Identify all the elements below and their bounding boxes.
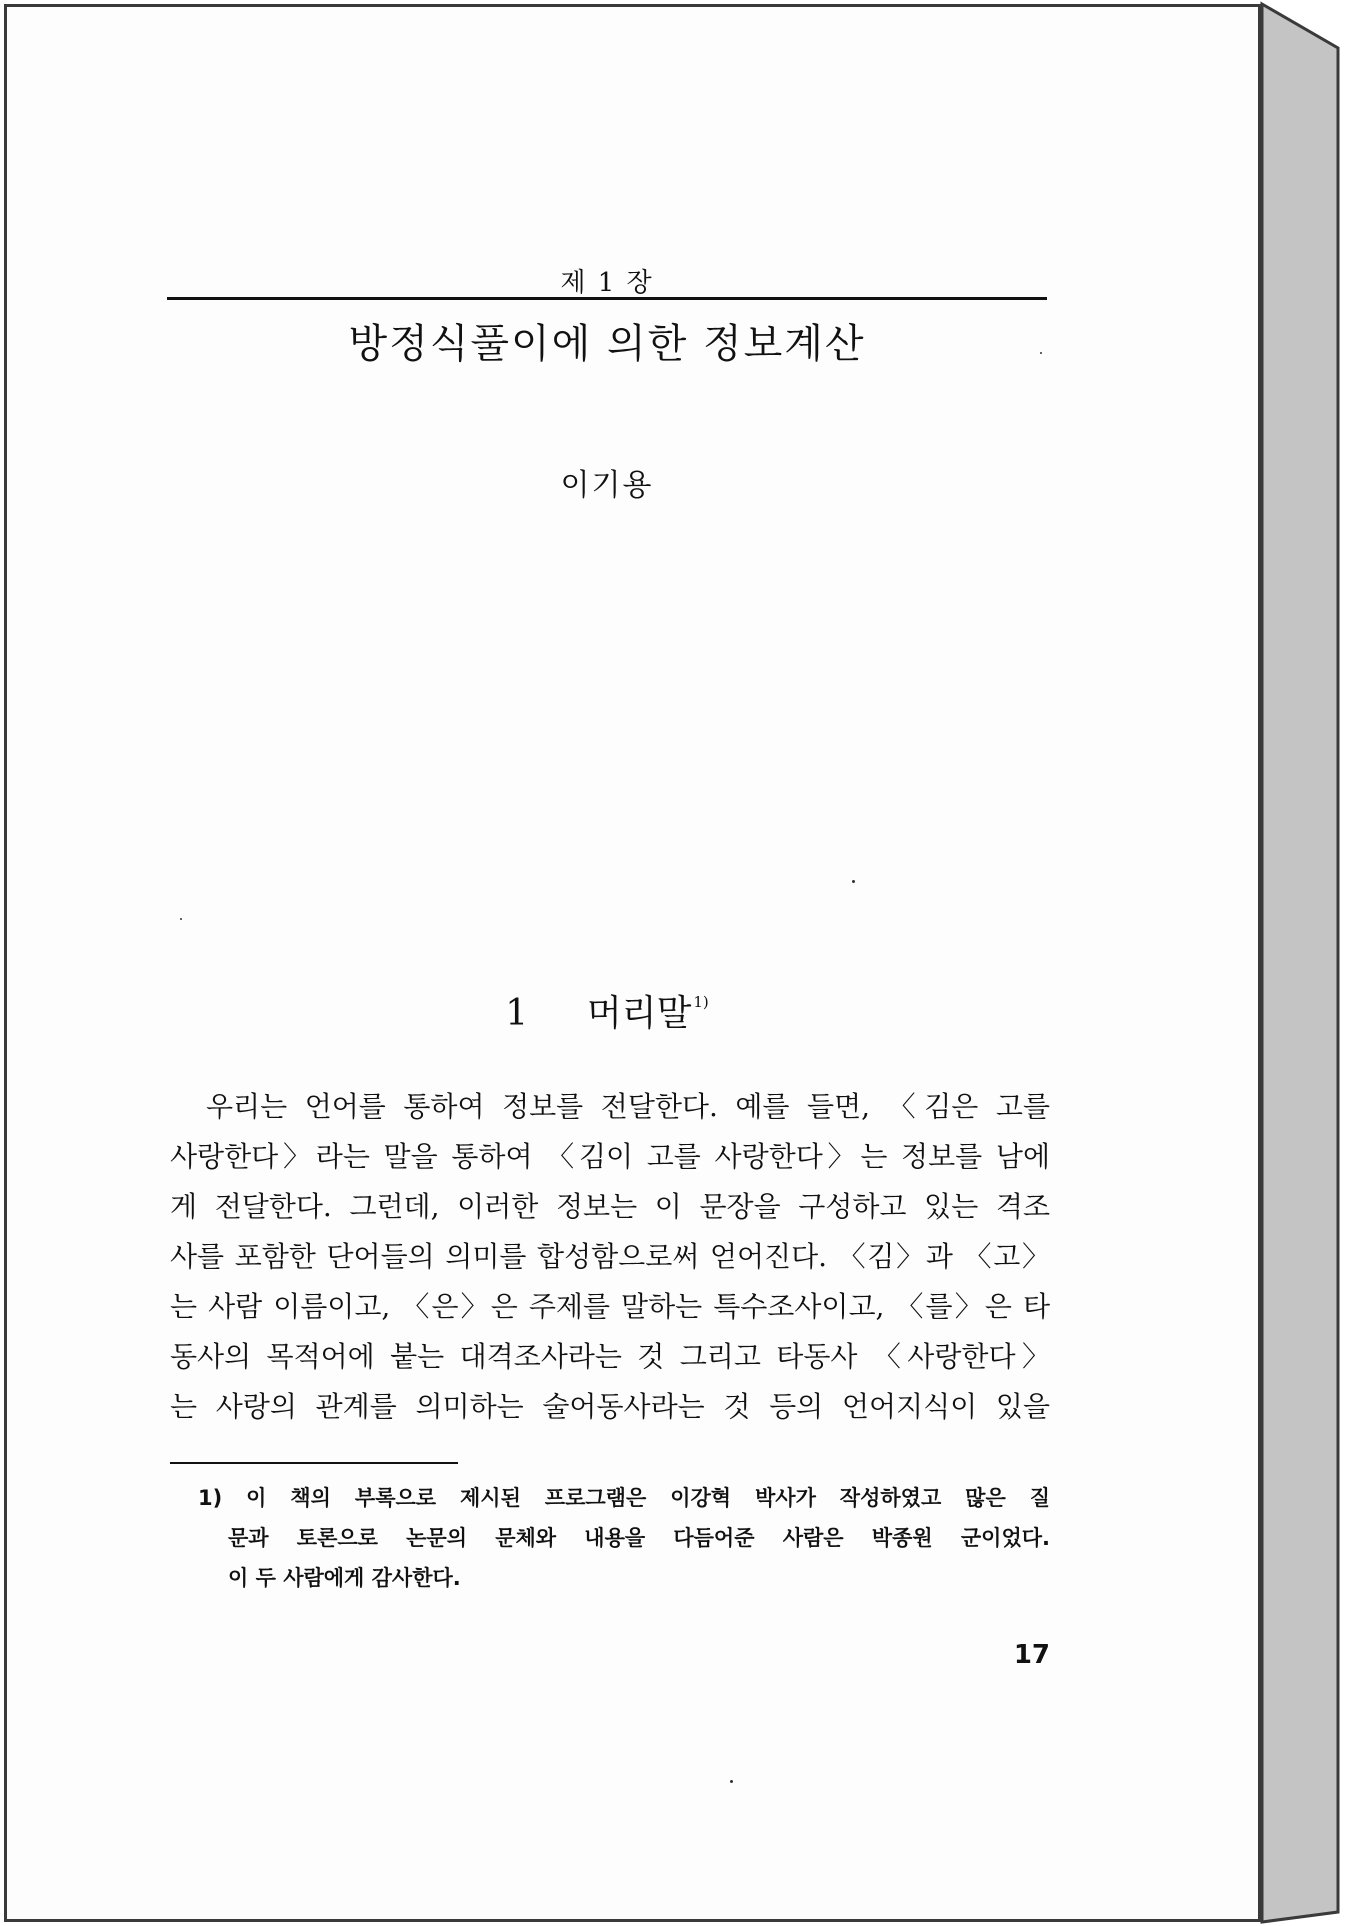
body-line: 사를 포함한 단어들의 의미를 합성함으로써 얻어진다. 〈김〉과 〈고〉 [170, 1240, 1050, 1273]
scan-speck [730, 1780, 733, 1783]
body-paragraph [170, 1082, 1050, 1432]
body-line: 동사의 목적어에 붙는 대격조사라는 것 그리고 타동사 〈사랑한다〉 [170, 1340, 1050, 1373]
author-name: 이기용 [560, 468, 654, 503]
footnote [198, 1478, 1050, 1598]
body-line: 게 전달한다. 그런데, 이러한 정보는 이 문장을 구성하고 있는 격조 [170, 1190, 1050, 1223]
footnote-line: 1) 이 책의 부록으로 제시된 프로그램은 이강혁 박사가 작성하였고 많은 질 [198, 1486, 1050, 1510]
footnote-rule [170, 1462, 458, 1464]
body-line: 사랑한다〉라는 말을 통하여 〈김이 고를 사랑한다〉는 정보를 남에 [170, 1140, 1050, 1173]
body-line: 우리는 언어를 통하여 정보를 전달한다. 예를 들면, 〈김은 고를 [206, 1090, 1050, 1123]
section-heading [167, 985, 1047, 1036]
footnote-line: 문과 토론으로 논문의 문체와 내용을 다듬어준 사람은 박종원 군이었다. [228, 1526, 1050, 1550]
page-number: 17 [1013, 1640, 1050, 1670]
footnote-line: 이 두 사람에게 감사한다. [228, 1566, 461, 1590]
body-line: 는 사랑의 관계를 의미하는 술어동사라는 것 등의 언어지식이 있을 [170, 1390, 1050, 1423]
scan-speck [1040, 352, 1042, 354]
footnote-marker: 1) [693, 993, 709, 1011]
chapter-label: 제 1 장 [560, 268, 654, 298]
scan-speck [852, 880, 855, 883]
section-title: 머리말 [587, 993, 692, 1034]
chapter-title: 방정식풀이에 의한 정보계산 [348, 321, 866, 367]
body-line: 는 사람 이름이고, 〈은〉은 주제를 말하는 특수조사이고, 〈를〉은 타 [170, 1290, 1050, 1323]
title-rule [167, 297, 1047, 300]
section-number: 1 [505, 993, 529, 1034]
scan-speck [180, 918, 182, 920]
